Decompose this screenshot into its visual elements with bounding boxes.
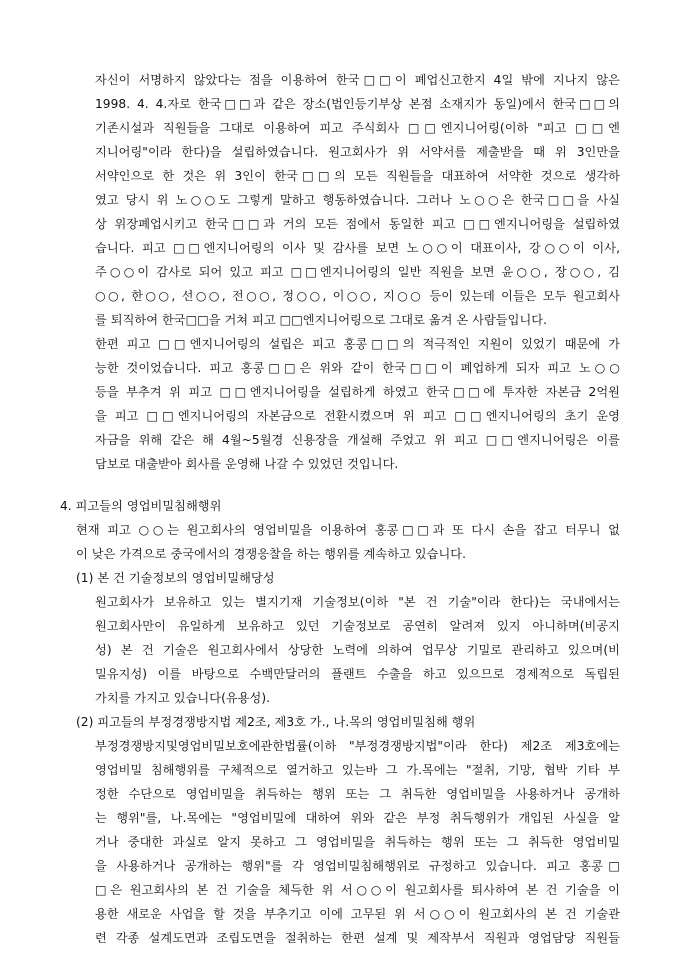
sub2-line-9: 련 각종 설계도면과 조립도면을 절취하는 한편 설계 및 제작부서 직원과 영업담당 직원들 [95,931,620,945]
sub2-line-3: 정한 수단으로 영업비밀을 취득하는 행위 또는 그 취득한 영업비밀을 사용하거나 공개하 [95,787,620,801]
paragraph1-line-9: 주○○이 감사로 되어 있고 피고 □□엔지니어링의 일반 직원을 보면 윤○○, 장○○, 김 [95,265,620,279]
sub1-line-2: 원고회사만이 유일하게 보유하고 있던 기술정보로 공연히 알려져 있지 아니하며(비공지 [95,619,620,633]
sub1-line-3: 성) 본 건 기술은 원고회사에서 상당한 노력에 의하여 업무상 기밀로 관리하고 있으며(비 [95,643,620,657]
sub2-line-4: 는 행위"를, 나.목에는 "영업비밀에 대하여 위와 같은 부정 취득행위가 개입된 사실을 알 [95,811,620,825]
paragraph1-line-1: 자신이 서명하지 않았다는 점을 이용하여 한국□□이 폐업신고한지 4일 밖에 지나지 않은 [95,73,620,87]
paragraph1-line-3: 기존시설과 직원들을 그대로 이용하여 피고 주식회사 □□엔지니어링(이하 "피고 □□엔 [95,121,620,135]
sub1-line-1: 원고회사가 보유하고 있는 별지기재 기술정보(이하 "본 건 기술"이라 한다)는 국내에서는 [95,595,620,609]
paragraph1-line-8: 습니다. 피고 □□엔지니어링의 이사 및 감사를 보면 노○○이 대표이사, 강○○이 이사, [95,241,620,255]
paragraph1-line-7: 상 위장폐업시키고 한국□□과 거의 모든 점에서 동일한 피고 □□엔지니어링을 설립하였 [95,217,620,231]
sub2-line-6: 을 사용하거나 공개하는 행위"를 각 영업비밀침해행위로 규정하고 있습니다. 피고 홍콩□ [95,859,620,873]
sub1-heading: (1) 본 건 기술정보의 영업비밀해당성 [76,571,275,585]
sub1-line-4: 밀유지성) 이를 바탕으로 수백만달러의 플랜트 수출을 하고 있으므로 경제적으로 독립된 [95,667,620,681]
sub2-line-2: 영업비밀 침해행위를 구체적으로 열거하고 있는바 그 가.목에는 "절취, 기망, 협박 기타 부 [95,763,620,777]
sub2-line-5: 거나 중대한 과실로 알지 못하고 그 영업비밀을 취득하는 행위 또는 그 취득한 영업비밀 [95,835,620,849]
paragraph1-line-6: 였고 당시 위 노○○도 그렇게 말하고 행동하였습니다. 그러나 노○○은 한국□□을 사실 [95,193,620,207]
paragraph1-line-4: 지니어링"이라 한다)을 설립하였습니다. 원고회사가 위 서약서를 제출받을 때 위 3인만을 [95,145,620,159]
paragraph1-line-2: 1998. 4. 4.자로 한국□□과 같은 장소(법인등기부상 본점 소재지가 동일)에서 한국□□의 [95,97,620,111]
paragraph1-line-10: ○○, 한○○, 선○○, 전○○, 정○○, 이○○, 지○○ 등이 있는데 이들은 모두 원고회사 [95,289,620,303]
sub2-line-8: 용한 새로운 사업을 할 것을 부추기고 이에 고무된 위 서○○이 원고회사의 본 건 기술관 [95,907,620,921]
paragraph2-line-2: 능한 것이었습니다. 피고 홍콩□□은 위와 같이 한국□□이 폐업하게 되자 피고 노○○ [95,361,620,375]
paragraph1-line-11: 를 퇴직하여 한국□□을 거쳐 피고 □□엔지니어링으로 그대로 옮겨 온 사람들입니다. [95,313,548,327]
section4-intro-line-1: 현재 피고 ○○는 원고회사의 영업비밀을 이용하여 홍콩□□과 또 다시 손을 잡고 터무니 없 [76,523,620,537]
sub2-line-1: 부정경쟁방지및영업비밀보호에관한법률(이하 "부정경쟁방지법"이라 한다) 제2조 제3호에는 [95,739,620,753]
sub1-line-5: 가치를 가지고 있습니다(유용성). [95,691,271,705]
section4-intro-line-2: 이 낮은 가격으로 중국에서의 경쟁응찰을 하는 행위를 계속하고 있습니다. [76,547,467,561]
paragraph1-line-5: 서약인으로 한 것은 위 3인이 한국□□의 모든 직원들을 대표하여 서약한 것으로 생각하 [95,169,620,183]
paragraph2-line-3: 등을 부추겨 위 피고 □□엔지니어링을 설립하게 하였고 한국□□에 투자한 자본금 2억원 [95,385,620,399]
sub2-heading: (2) 피고들의 부정경쟁방지법 제2조, 제3호 가., 나.목의 영업비밀침해 행위 [76,715,476,729]
sub2-line-7: □은 원고회사의 본 건 기술을 체득한 위 서○○이 원고회사를 퇴사하여 본 건 기술을 이 [95,883,620,897]
paragraph2-line-4: 을 피고 □□엔지니어링의 자본금으로 전환시켰으며 위 피고 □□엔지니어링의 초기 운영 [95,409,620,423]
paragraph2-line-6: 담보로 대출받아 회사를 운영해 나갈 수 있었던 것입니다. [95,457,399,471]
paragraph2-line-5: 자금을 위해 같은 해 4월~5월경 신용장을 개설해 주었고 위 피고 □□엔지니어링은 이를 [95,433,620,447]
paragraph2-line-1: 한편 피고 □□엔지니어링의 설립은 피고 홍콩□□의 적극적인 지원이 있었기 때문에 가 [95,337,620,351]
section4-heading: 4. 피고들의 영업비밀침해행위 [60,499,222,513]
